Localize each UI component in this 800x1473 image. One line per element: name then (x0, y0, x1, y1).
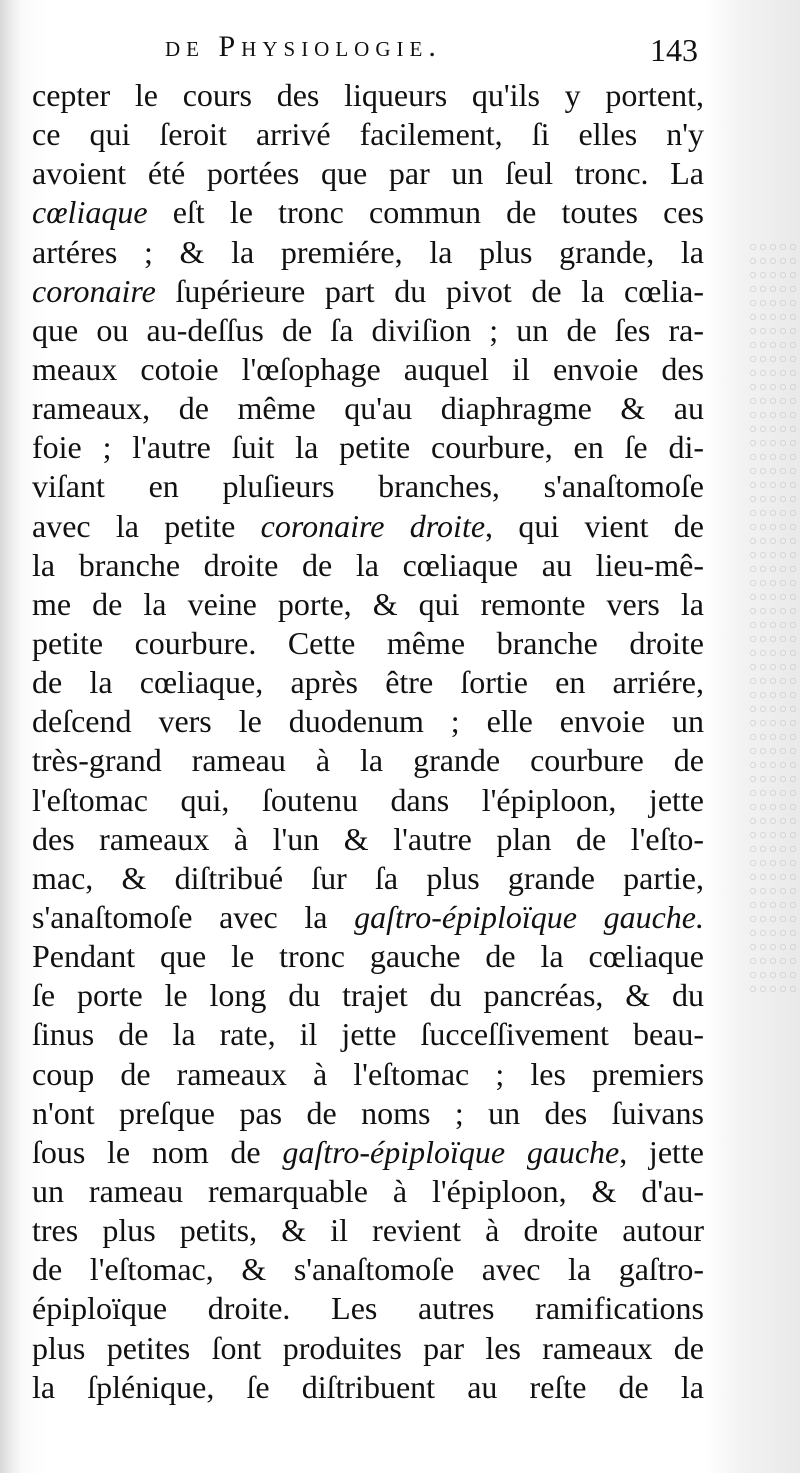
text-line (32, 1094, 704, 1133)
text-segment: foie ; l'autre ſuit la petite courbure, en ſe di- (32, 429, 704, 466)
text-segment: ſinus de la rate, il jette ſucceſſivement beau- (32, 1016, 704, 1053)
text-segment: eſt le tronc commun de toutes ces (147, 194, 704, 231)
italic-term: coronaire droite (260, 507, 486, 544)
text-segment: mac, & diſtribué ſur ſa plus grande partie, (32, 859, 704, 896)
text-line (32, 859, 704, 898)
text-segment: de la cœliaque, après être ſortie en arriére, (32, 664, 704, 701)
text-segment: plus petites ſont produites par les rameaux de (32, 1329, 704, 1366)
text-segment: ſupérieure part du pivot de la cœlia- (155, 272, 704, 309)
text-line (32, 193, 704, 232)
text-line (32, 937, 704, 976)
text-segment: très-grand rameau à la grande courbure de (32, 742, 704, 779)
body-text (32, 76, 704, 1407)
text-line (32, 1133, 704, 1172)
text-line (32, 1289, 704, 1328)
text-segment: la branche droite de la cœliaque au lieu-mê- (32, 546, 704, 583)
text-line (32, 663, 704, 702)
running-head (0, 30, 800, 76)
text-segment: petite courbure. Cette même branche droite (32, 624, 704, 661)
text-segment: un rameau remarquable à l'épiploon, & d'au- (32, 1172, 704, 1209)
text-line (32, 546, 704, 585)
text-segment: n'ont preſque pas de noms ; un des ſuivans (32, 1094, 704, 1131)
text-line (32, 389, 704, 428)
text-line (32, 1015, 704, 1054)
text-line (32, 350, 704, 389)
text-segment: des rameaux à l'un & l'autre plan de l'eſto- (32, 820, 704, 857)
text-line (32, 820, 704, 859)
text-line (32, 702, 704, 741)
text-line (32, 585, 704, 624)
italic-term: cœliaque (32, 194, 148, 231)
text-line (32, 781, 704, 820)
text-segment: ſe porte le long du trajet du pancréas, & du (32, 977, 704, 1014)
text-segment: l'eſtomac qui, ſoutenu dans l'épiploon, jette (32, 781, 704, 818)
text-line (32, 624, 704, 663)
text-segment: rameaux, de même qu'au diaphragme & au (32, 390, 704, 427)
text-line (32, 467, 704, 506)
text-segment: de l'eſtomac, & s'anaſtomoſe avec la gaſtro- (32, 1251, 704, 1288)
text-segment: avoient été portées que par un ſeul tronc. La (32, 155, 704, 192)
text-line (32, 428, 704, 467)
italic-term: gaſtro-épiploïque gauche. (354, 898, 705, 935)
text-segment: cepter le cours des liqueurs qu'ils y portent, (32, 77, 704, 113)
italic-term: gaſtro-épiploïque gauche (282, 1133, 620, 1170)
italic-term: coronaire (32, 272, 156, 309)
text-line (32, 1172, 704, 1211)
text-line (32, 1250, 704, 1289)
text-segment: s'anaſtomoſe avec la (32, 898, 355, 935)
text-line (32, 233, 704, 272)
text-segment: que ou au-deſſus de ſa diviſion ; un de ſes ra- (32, 311, 704, 348)
text-line (32, 898, 704, 937)
text-segment: coup de rameaux à l'eſtomac ; les premiers (32, 1055, 704, 1092)
text-line (32, 272, 704, 311)
text-line (32, 311, 704, 350)
text-line (32, 976, 704, 1015)
text-segment: ſous le nom de (32, 1133, 283, 1170)
text-segment: Pendant que le tronc gauche de la cœliaque (32, 938, 704, 975)
running-head-title: de Physiologie. (165, 30, 442, 63)
text-segment: artéres ; & la premiére, la plus grande, la (32, 233, 704, 270)
text-segment: la ſplénique, ſe diſtribuent au reſte de la (32, 1368, 704, 1405)
text-line (32, 115, 704, 154)
text-line (32, 1211, 704, 1250)
page-gutter-shadow (0, 0, 22, 1473)
bleed-through-dots (748, 240, 800, 1000)
text-line (32, 1055, 704, 1094)
text-segment: deſcend vers le duodenum ; elle envoie un (32, 703, 704, 740)
text-line (32, 76, 704, 115)
text-line (32, 1329, 704, 1368)
text-segment: tres plus petits, & il revient à droite autour (32, 1212, 704, 1249)
text-segment: , jette (619, 1133, 705, 1170)
text-segment: ce qui ſeroit arrivé facilement, ſi elles n'y (32, 116, 704, 153)
text-line (32, 154, 704, 193)
text-segment: , qui vient de (485, 507, 705, 544)
text-line (32, 507, 704, 546)
page-number: 143 (650, 32, 698, 68)
text-segment: me de la veine porte, & qui remonte vers la (32, 585, 704, 622)
text-line (32, 1368, 704, 1407)
text-segment: meaux cotoie l'œſophage auquel il envoie des (32, 350, 704, 387)
text-segment: viſant en pluſieurs branches, s'anaſtomoſe (32, 468, 704, 505)
text-segment: avec la petite (32, 507, 261, 544)
text-line (32, 741, 704, 780)
text-segment: épiploïque droite. Les autres ramifications (32, 1290, 704, 1327)
